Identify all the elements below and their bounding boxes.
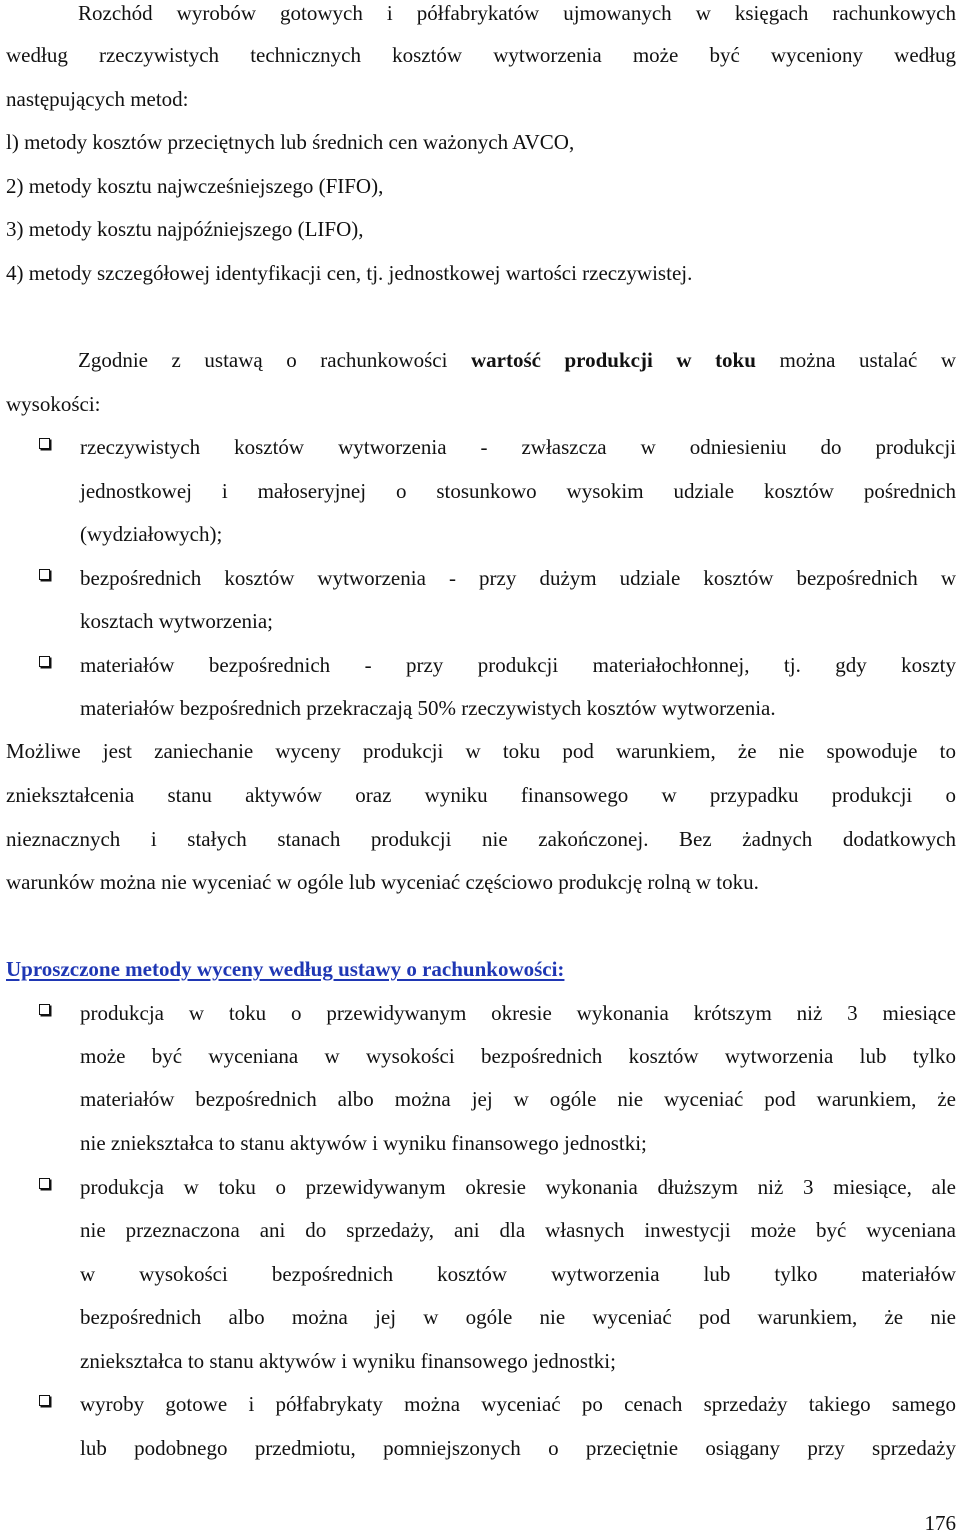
- wip-note-line: nieznacznych i stałych stanach produkcji nie zakończonej. Bez żadnych dodatkowych: [6, 827, 956, 851]
- wip-lead-before: Zgodnie z ustawą o rachunkowości: [78, 348, 471, 372]
- wip-bullet-line: kosztach wytworzenia;: [80, 609, 274, 633]
- page-number: 176: [924, 1511, 956, 1535]
- checkbox-bullet-icon: [39, 438, 50, 449]
- checkbox-bullet-icon: [39, 1395, 50, 1406]
- wip-note-line: warunków można nie wyceniać w ogóle lub wyceniać częściowo produkcję rolną w toku.: [6, 870, 759, 894]
- simplified-bullet-line: produkcja w toku o przewidywanym okresie wykonania dłuższym niż 3 miesiące, ale: [80, 1175, 956, 1199]
- method-item: 2) metody kosztu najwcześniejszego (FIFO),: [6, 174, 384, 198]
- simplified-bullet-line: w wysokości bezpośrednich kosztów wytworzenia lub tylko materiałów: [80, 1262, 956, 1286]
- wip-bullet-line: bezpośrednich kosztów wytworzenia - przy dużym udziale kosztów bezpośrednich w: [80, 566, 956, 590]
- section-heading: Uproszczone metody wyceny według ustawy o rachunkowości:: [6, 957, 565, 981]
- wip-bullet-line: materiałów bezpośrednich - przy produkcji materiałochłonnej, tj. gdy koszty: [80, 653, 956, 677]
- simplified-bullet-line: bezpośrednich albo można jej w ogóle nie wyceniać pod warunkiem, że nie: [80, 1305, 956, 1329]
- wip-lead-line-2: wysokości:: [6, 392, 101, 416]
- checkbox-bullet-icon: [39, 569, 50, 580]
- simplified-bullet-line: produkcja w toku o przewidywanym okresie wykonania krótszym niż 3 miesiące: [80, 1001, 956, 1025]
- wip-lead-bold: wartość produkcji w toku: [470, 348, 756, 372]
- wip-bullet-line: (wydziałowych);: [80, 522, 223, 546]
- checkbox-bullet-icon: [39, 1004, 50, 1015]
- simplified-bullet-line: wyroby gotowe i półfabrykaty można wyceniać po cenach sprzedaży takiego samego: [80, 1392, 956, 1416]
- wip-note-line: zniekształcenia stanu aktywów oraz wyniku finansowego w przypadku produkcji o: [6, 783, 956, 807]
- simplified-bullet-line: nie przeznaczona ani do sprzedaży, ani dla własnych inwestycji może być wyceniana: [80, 1218, 956, 1242]
- simplified-bullet-line: lub podobnego przedmiotu, pomniejszonych o przeciętnie osiągany przy sprzedaży: [80, 1436, 956, 1460]
- method-item: 4) metody szczegółowej identyfikacji cen, tj. jednostkowej wartości rzeczywistej.: [6, 261, 693, 285]
- simplified-bullet-line: zniekształca to stanu aktywów i wyniku finansowego jednostki;: [80, 1349, 616, 1373]
- simplified-bullet-line: może być wyceniana w wysokości bezpośrednich kosztów wytworzenia lub tylko: [80, 1044, 956, 1068]
- method-item: 3) metody kosztu najpóźniejszego (LIFO),: [6, 217, 364, 241]
- intro-line-1: Rozchód wyrobów gotowych i półfabrykatów ujmowanych w księgach rachunkowych: [78, 1, 956, 25]
- wip-bullet-line: jednostkowej i małoseryjnej o stosunkowo wysokim udziale kosztów pośrednich: [80, 479, 956, 503]
- wip-lead-line-1: [78, 345, 956, 375]
- intro-line-3: następujących metod:: [6, 87, 189, 111]
- simplified-bullet-line: nie zniekształca to stanu aktywów i wyniku finansowego jednostki;: [80, 1131, 647, 1155]
- wip-bullet-line: materiałów bezpośrednich przekraczają 50% rzeczywistych kosztów wytworzenia.: [80, 696, 776, 720]
- intro-line-2: według rzeczywistych technicznych kosztów wytworzenia może być wyceniony według: [6, 43, 956, 67]
- method-item: l) metody kosztów przeciętnych lub średnich cen ważonych AVCO,: [6, 130, 575, 154]
- wip-note-line: Możliwe jest zaniechanie wyceny produkcji w toku pod warunkiem, że nie spowoduje to: [6, 739, 956, 763]
- simplified-bullet-line: materiałów bezpośrednich albo można jej w ogóle nie wyceniać pod warunkiem, że: [80, 1087, 956, 1111]
- checkbox-bullet-icon: [39, 656, 50, 667]
- wip-lead-after: można ustalać w: [755, 348, 957, 372]
- wip-bullet-line: rzeczywistych kosztów wytworzenia - zwłaszcza w odniesieniu do produkcji: [80, 435, 956, 459]
- checkbox-bullet-icon: [39, 1178, 50, 1189]
